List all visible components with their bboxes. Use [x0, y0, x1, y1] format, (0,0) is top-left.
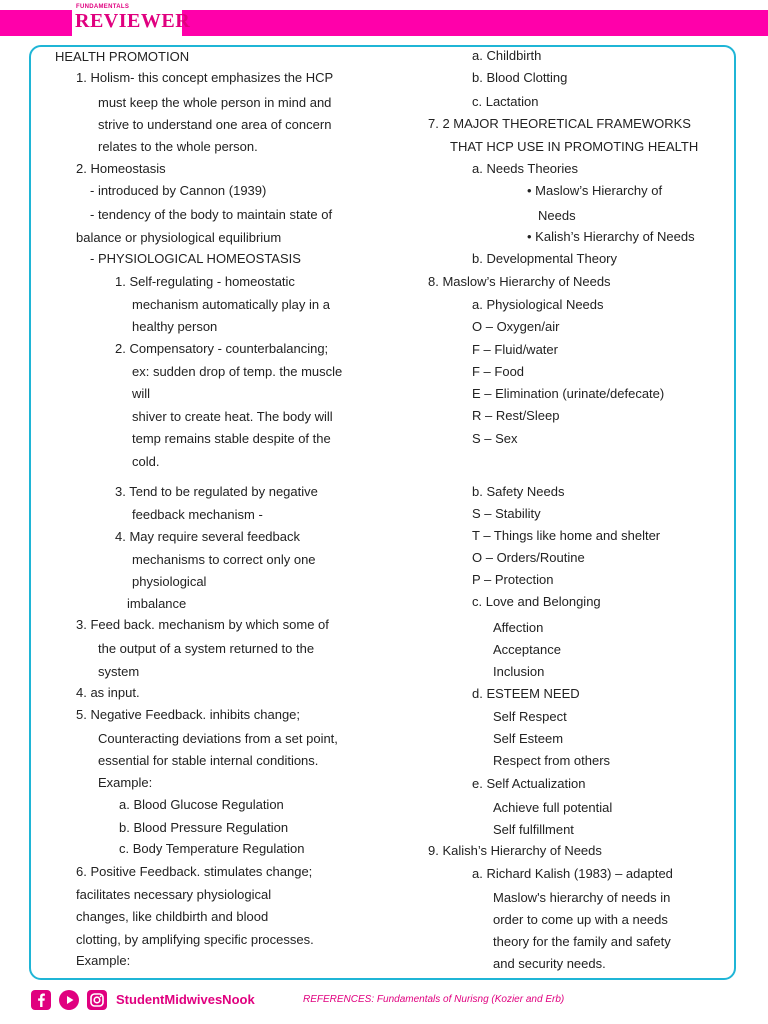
right-column-text-line: b. Safety Needs — [472, 484, 565, 499]
left-column-text-line: shiver to create heat. The body will — [132, 409, 333, 424]
facebook-icon[interactable] — [31, 990, 51, 1010]
right-column-text-line: b. Blood Clotting — [472, 70, 568, 85]
left-column-text-line: Example: — [76, 953, 131, 968]
right-column-text-line: Maslow's hierarchy of needs in — [493, 890, 671, 905]
logo-subtitle: FUNDAMENTALS — [76, 4, 130, 10]
logo — [72, 4, 191, 38]
left-column-text-line: 3. Tend to be regulated by negative — [115, 484, 318, 499]
left-column-text-line: 1. Holism- this concept emphasizes the HCP — [76, 70, 334, 85]
left-column-text-line: ex: sudden drop of temp. the muscle — [132, 364, 343, 379]
left-column-text-line: - PHYSIOLOGICAL HOMEOSTASIS — [90, 251, 301, 266]
right-column-text-line: Respect from others — [493, 753, 611, 768]
right-column-text-line: • Kalish’s Hierarchy of Needs — [527, 229, 695, 244]
right-column-text-line: O – Orders/Routine — [472, 550, 585, 565]
right-column-text-line: S – Stability — [472, 506, 541, 521]
left-column-text-line: healthy person — [132, 319, 218, 334]
right-column-text-line: Inclusion — [493, 664, 545, 679]
right-column-text-line: O – Oxygen/air — [472, 319, 560, 334]
left-column-text-line: 2. Compensatory - counterbalancing; — [115, 341, 329, 356]
right-column-text-line: F – Fluid/water — [472, 342, 558, 357]
left-column-text-line: must keep the whole person in mind and — [98, 95, 332, 110]
left-column-text-line: - introduced by Cannon (1939) — [90, 183, 267, 198]
right-column-text-line: Achieve full potential — [493, 800, 613, 815]
left-column-text-line: feedback mechanism - — [132, 507, 263, 522]
right-column-text-line: F – Food — [472, 364, 525, 379]
left-column-text-line: - tendency of the body to maintain state of — [90, 207, 333, 222]
right-column-text-line: c. Lactation — [472, 94, 539, 109]
left-column-text-line: 5. Negative Feedback. inhibits change; — [76, 707, 301, 722]
instagram-icon[interactable] — [87, 990, 107, 1010]
left-column-text-line: cold. — [132, 454, 160, 469]
right-column-text-line: a. Richard Kalish (1983) – adapted — [472, 866, 673, 881]
left-column-text-line: physiological — [132, 574, 207, 589]
left-column-text-line: system — [98, 664, 140, 679]
right-column-text-line: E – Elimination (urinate/defecate) — [472, 386, 665, 401]
right-column-text-line: R – Rest/Sleep — [472, 408, 560, 423]
left-column-text-line: balance or physiological equilibrium — [76, 230, 282, 245]
right-column-text-line: a. Needs Theories — [472, 161, 578, 176]
left-column-text-line: clotting, by amplifying specific processes. — [76, 932, 314, 947]
left-column-text-line: Example: — [98, 775, 153, 790]
left-column-text-line: 2. Homeostasis — [76, 161, 166, 176]
left-column-text-line: will — [132, 386, 151, 401]
right-column-text-line: Self fulfillment — [493, 822, 574, 837]
left-column-text-line: essential for stable internal conditions. — [98, 753, 319, 768]
left-column-text-line: 3. Feed back. mechanism by which some of — [76, 617, 329, 632]
right-column-text-line: Needs — [538, 208, 576, 223]
right-column-text-line: theory for the family and safety — [493, 934, 671, 949]
left-column-text-line: facilitates necessary physiological — [76, 887, 272, 902]
logo-title: REVIEWER — [75, 10, 191, 32]
right-column-text-line: P – Protection — [472, 572, 554, 587]
right-column-text-line: e. Self Actualization — [472, 776, 586, 791]
left-column-text-line: Counteracting deviations from a set point, — [98, 731, 338, 746]
right-column-text-line: S – Sex — [472, 431, 518, 446]
left-column-text-line: imbalance — [127, 596, 187, 611]
right-column-text-line: and security needs. — [493, 956, 606, 971]
right-column-text-line: c. Love and Belonging — [472, 594, 601, 609]
right-column-text-line: 9. Kalish’s Hierarchy of Needs — [428, 843, 602, 858]
left-column-text-line: 6. Positive Feedback. stimulates change; — [76, 864, 313, 879]
left-column-text-line: temp remains stable despite of the — [132, 431, 331, 446]
right-column-text-line: THAT HCP USE IN PROMOTING HEALTH — [450, 139, 699, 154]
left-column-text-line: mechanisms to correct only one — [132, 552, 316, 567]
right-column-text-line: 7. 2 MAJOR THEORETICAL FRAMEWORKS — [428, 116, 691, 131]
right-column-text-line: a. Childbirth — [472, 48, 542, 63]
left-column-text-line: strive to understand one area of concern — [98, 117, 332, 132]
right-column-text-line: b. Developmental Theory — [472, 251, 618, 266]
left-column-text-line: mechanism automatically play in a — [132, 297, 330, 312]
left-column-text-line: the output of a system returned to the — [98, 641, 315, 656]
left-column-text-line: HEALTH PROMOTION — [55, 49, 190, 64]
right-column-text-line: order to come up with a needs — [493, 912, 668, 927]
right-column-text-line: 8. Maslow’s Hierarchy of Needs — [428, 274, 611, 289]
brand-name: StudentMidwivesNook — [116, 992, 255, 1007]
right-column-text-line: Acceptance — [493, 642, 561, 657]
right-column-text-line: • Maslow’s Hierarchy of — [527, 183, 663, 198]
right-column-text-line: Self Respect — [493, 709, 567, 724]
left-column-text-line: 4. as input. — [76, 685, 140, 700]
right-column-text-line: T – Things like home and shelter — [472, 528, 661, 543]
left-column-text-line: changes, like childbirth and blood — [76, 909, 269, 924]
references-note: REFERENCES: Fundamentals of Nurisng (Kozier and Erb) — [303, 994, 565, 1005]
left-column-text-line: 4. May require several feedback — [115, 529, 300, 544]
left-column-text-line: a. Blood Glucose Regulation — [119, 797, 284, 812]
left-column-text-line: b. Blood Pressure Regulation — [119, 820, 289, 835]
right-column-text-line: Self Esteem — [493, 731, 564, 746]
left-column-text-line: relates to the whole person. — [98, 139, 258, 154]
right-column-text-line: a. Physiological Needs — [472, 297, 604, 312]
youtube-icon[interactable] — [59, 990, 79, 1010]
right-column-text-line: d. ESTEEM NEED — [472, 686, 580, 701]
left-column-text-line: 1. Self-regulating - homeostatic — [115, 274, 295, 289]
left-column-text-line: c. Body Temperature Regulation — [119, 841, 305, 856]
right-column-text-line: Affection — [493, 620, 544, 635]
